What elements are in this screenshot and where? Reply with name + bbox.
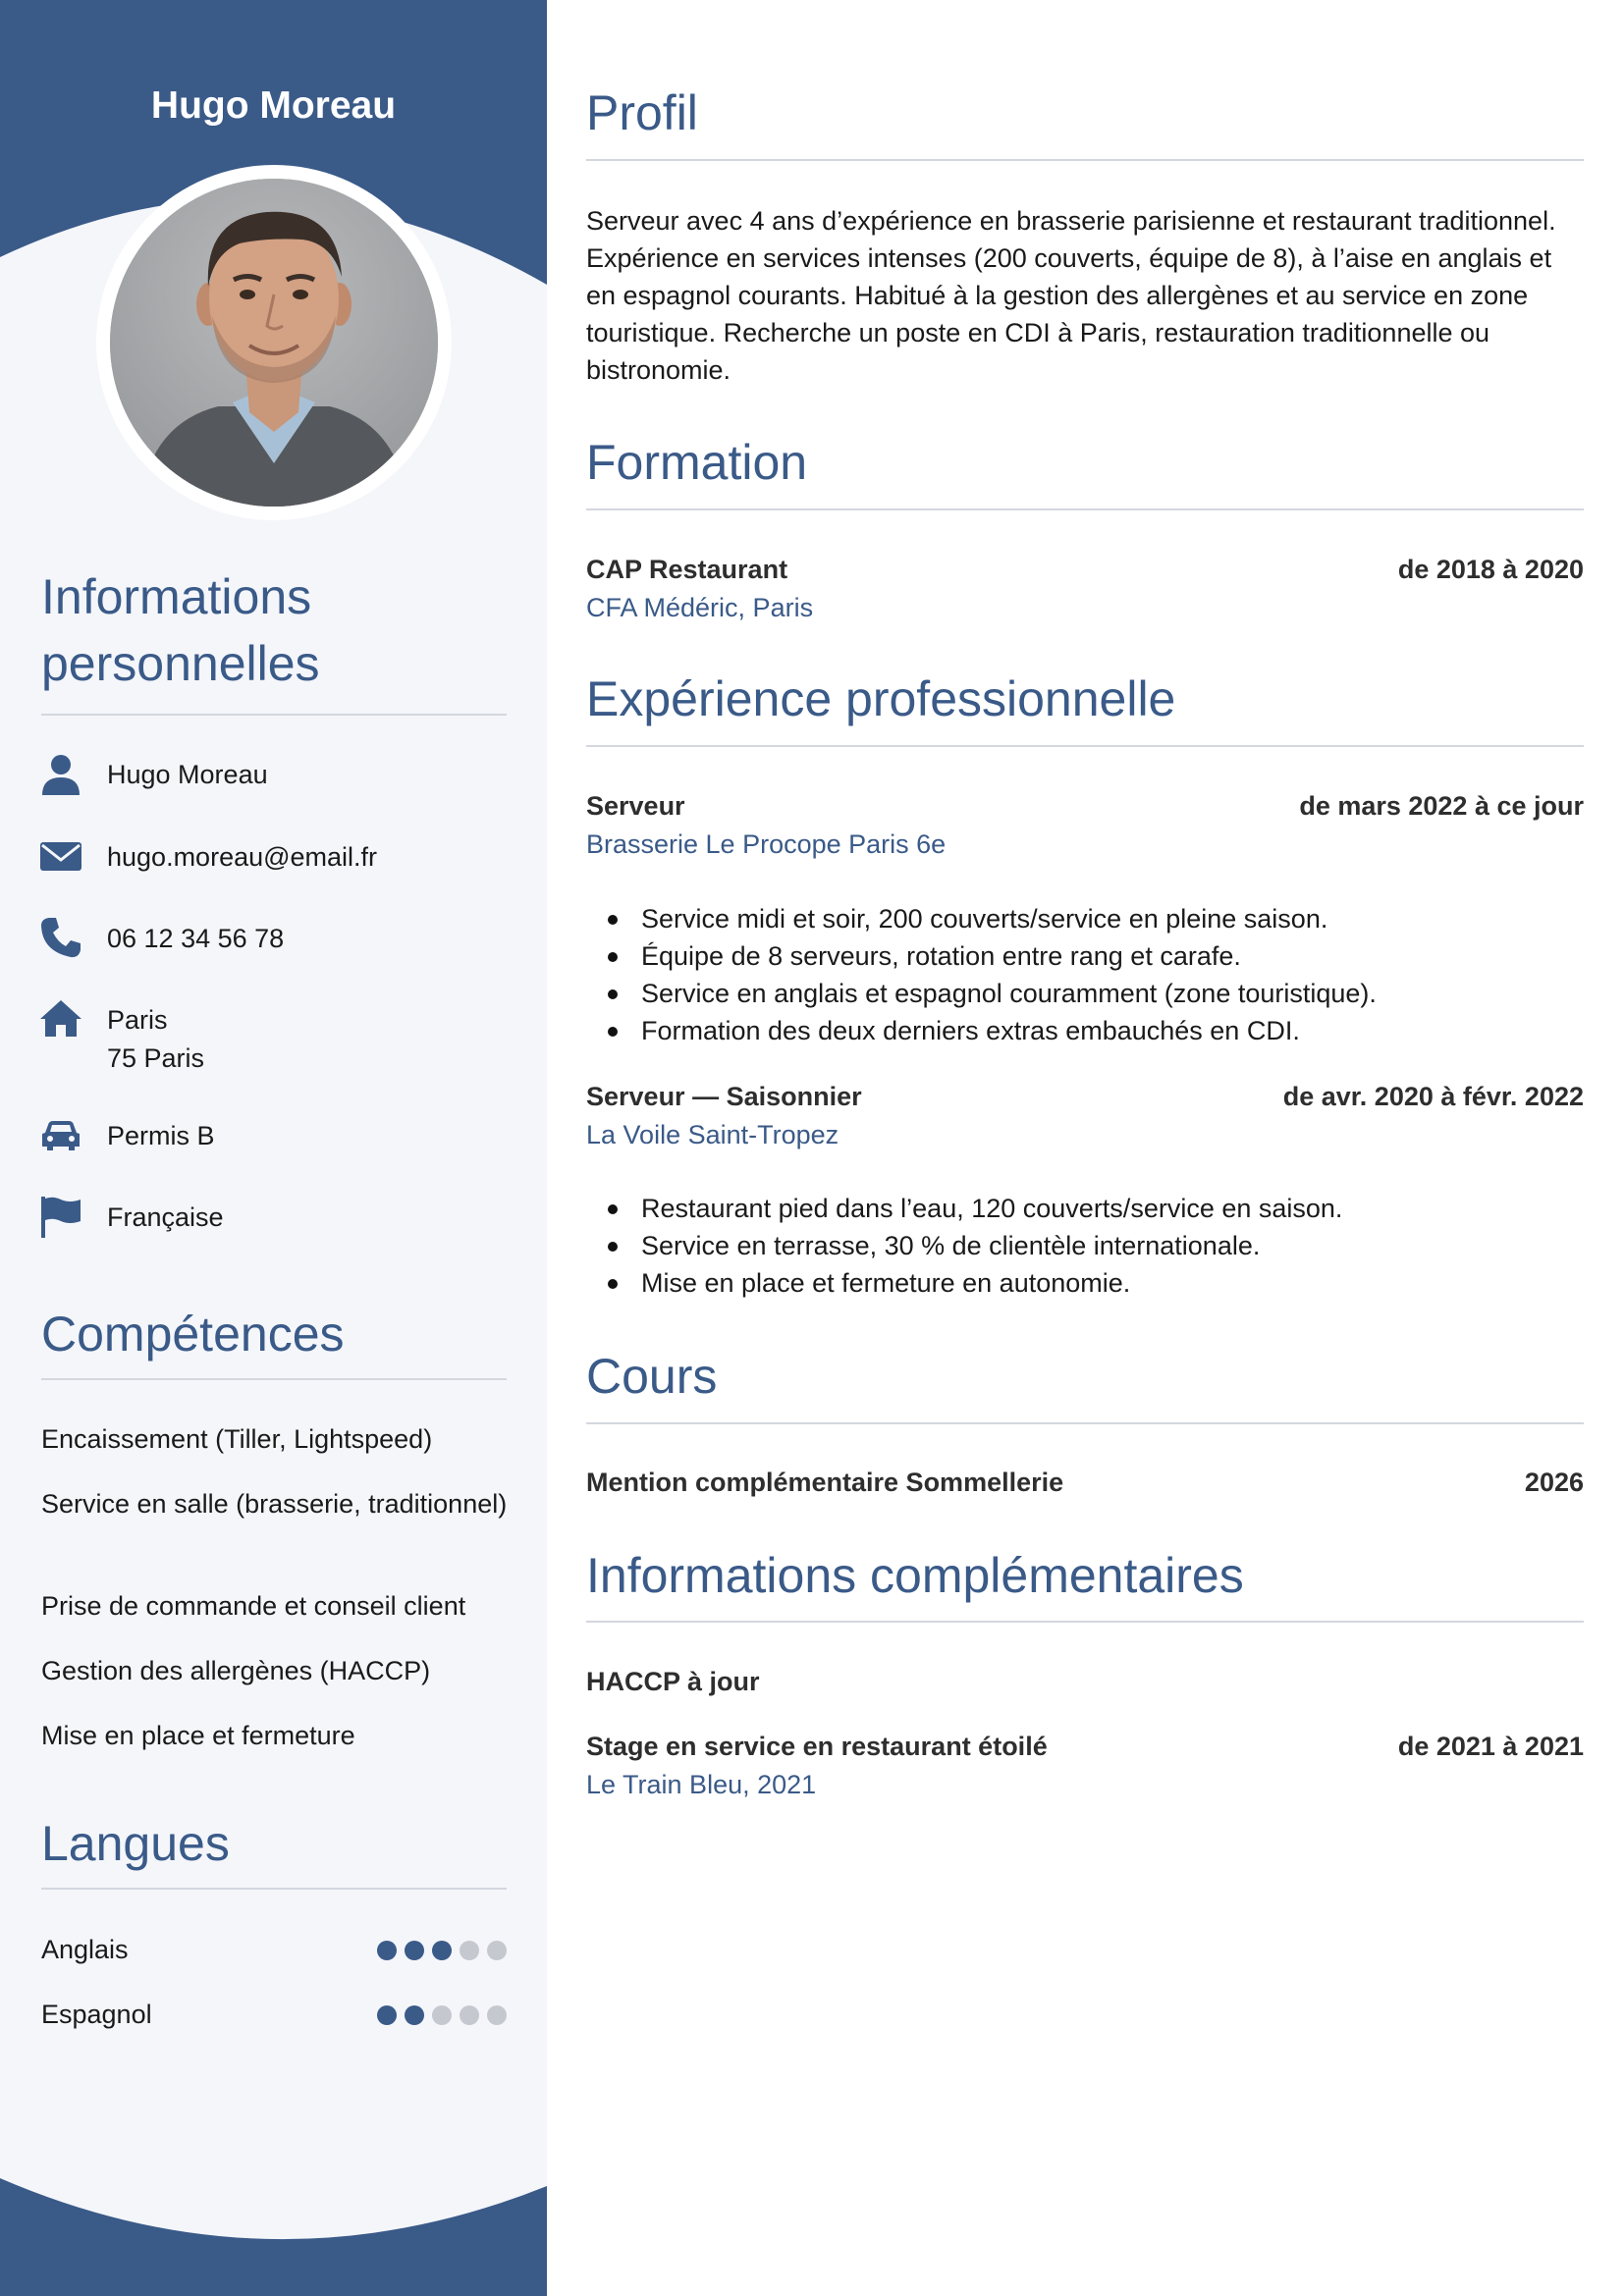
experience-bullets — [586, 900, 1584, 1049]
experience-title: Serveur — [586, 791, 685, 821]
skills-heading: Compétences — [41, 1307, 345, 1362]
bullet-item: Service en anglais et espagnol couramment (zone touristique). — [586, 975, 1584, 1012]
personal-info-heading-line2: personnelles — [41, 636, 320, 691]
languages-divider — [41, 1888, 507, 1890]
education-title: CAP Restaurant — [586, 555, 788, 584]
language-level-dots — [377, 1941, 507, 1960]
profile-divider — [586, 159, 1584, 161]
personal-info-heading-line1: Informations — [41, 569, 312, 624]
sidebar-footer-shape — [0, 2178, 547, 2296]
language-name: Anglais — [41, 1935, 129, 1964]
profile-heading: Profil — [586, 85, 698, 140]
level-dot-filled — [432, 1941, 452, 1960]
skill-item: Gestion des allergènes (HACCP) — [41, 1656, 431, 1685]
skill-item: Prise de commande et conseil client — [41, 1591, 466, 1621]
experience-employer: Brasserie Le Procope Paris 6e — [586, 829, 947, 859]
additional-sub: Le Train Bleu, 2021 — [586, 1770, 817, 1799]
sidebar — [0, 0, 547, 2296]
education-school: CFA Médéric, Paris — [586, 593, 814, 622]
candidate-name: Hugo Moreau — [150, 84, 397, 127]
experience-date: de mars 2022 à ce jour — [1299, 791, 1584, 821]
contact-phone: 06 12 34 56 78 — [107, 924, 285, 953]
home-icon — [39, 997, 82, 1041]
photo-frame — [96, 165, 452, 520]
contact-email: hugo.moreau@email.fr — [107, 842, 378, 872]
additional-title: HACCP à jour — [586, 1667, 760, 1696]
courses-heading: Cours — [586, 1349, 718, 1404]
level-dot-filled — [405, 2005, 424, 2025]
phone-icon — [39, 916, 82, 959]
bullet-item: Formation des deux derniers extras embauchés en CDI. — [586, 1012, 1584, 1049]
user-icon — [39, 752, 82, 795]
bullet-item: Équipe de 8 serveurs, rotation entre rang et carafe. — [586, 937, 1584, 975]
additional-divider — [586, 1621, 1584, 1623]
skills-divider — [41, 1378, 507, 1380]
education-date: de 2018 à 2020 — [1397, 555, 1584, 584]
profile-summary: Serveur avec 4 ans d’expérience en brasserie parisienne et restaurant traditionnel. Expérience en services intenses (200 couverts, équipe de 8), à l’aise en anglais et en espagnol courants. Habitué à la gestion des allergènes et au service en zone touristique. Recherche un poste en CDI à Paris, restauration traditionnelle ou bistronomie. — [586, 206, 1556, 385]
experience-employer: La Voile Saint-Tropez — [586, 1120, 839, 1149]
contact-name: Hugo Moreau — [107, 760, 268, 789]
experience-divider — [586, 745, 1584, 747]
additional-heading: Informations complémentaires — [586, 1548, 1244, 1603]
level-dot-empty — [460, 1941, 479, 1960]
skill-item: Mise en place et fermeture — [41, 1721, 355, 1750]
portrait-photo — [110, 179, 438, 507]
contact-nationality: Française — [107, 1202, 224, 1232]
language-row — [41, 1995, 507, 2034]
experience-bullets — [586, 1190, 1584, 1302]
envelope-icon — [39, 834, 82, 878]
languages-heading: Langues — [41, 1816, 230, 1871]
level-dot-filled — [377, 1941, 397, 1960]
personal-info-heading — [41, 563, 507, 697]
education-heading: Formation — [586, 435, 808, 490]
education-divider — [586, 508, 1584, 510]
level-dot-empty — [460, 2005, 479, 2025]
level-dot-empty — [487, 1941, 507, 1960]
experience-heading: Expérience professionnelle — [586, 671, 1176, 726]
bullet-item: Restaurant pied dans l’eau, 120 couverts/service en saison. — [586, 1190, 1584, 1227]
skill-item: Encaissement (Tiller, Lightspeed) — [41, 1424, 433, 1454]
bullet-item: Mise en place et fermeture en autonomie. — [586, 1264, 1584, 1302]
language-name: Espagnol — [41, 2000, 152, 2029]
additional-title: Stage en service en restaurant étoilé — [586, 1732, 1048, 1761]
level-dot-filled — [377, 2005, 397, 2025]
experience-title: Serveur — Saisonnier — [586, 1082, 862, 1111]
level-dot-filled — [405, 1941, 424, 1960]
level-dot-empty — [487, 2005, 507, 2025]
flag-icon — [39, 1195, 82, 1238]
experience-date: de avr. 2020 à févr. 2022 — [1282, 1082, 1584, 1111]
car-icon — [39, 1113, 82, 1156]
contact-address: Paris 75 Paris — [107, 1005, 205, 1073]
personal-info-divider — [41, 714, 507, 716]
additional-date: de 2021 à 2021 — [1397, 1732, 1584, 1761]
language-level-dots — [377, 2005, 507, 2025]
skill-item: Service en salle (brasserie, traditionnel) — [41, 1489, 508, 1519]
level-dot-empty — [432, 2005, 452, 2025]
course-date: 2026 — [1524, 1468, 1584, 1497]
courses-divider — [586, 1422, 1584, 1424]
bullet-item: Service en terrasse, 30 % de clientèle internationale. — [586, 1227, 1584, 1264]
bullet-item: Service midi et soir, 200 couverts/service en pleine saison. — [586, 900, 1584, 937]
course-title: Mention complémentaire Sommellerie — [586, 1468, 1064, 1497]
language-row — [41, 1930, 507, 1969]
contact-license: Permis B — [107, 1121, 215, 1150]
